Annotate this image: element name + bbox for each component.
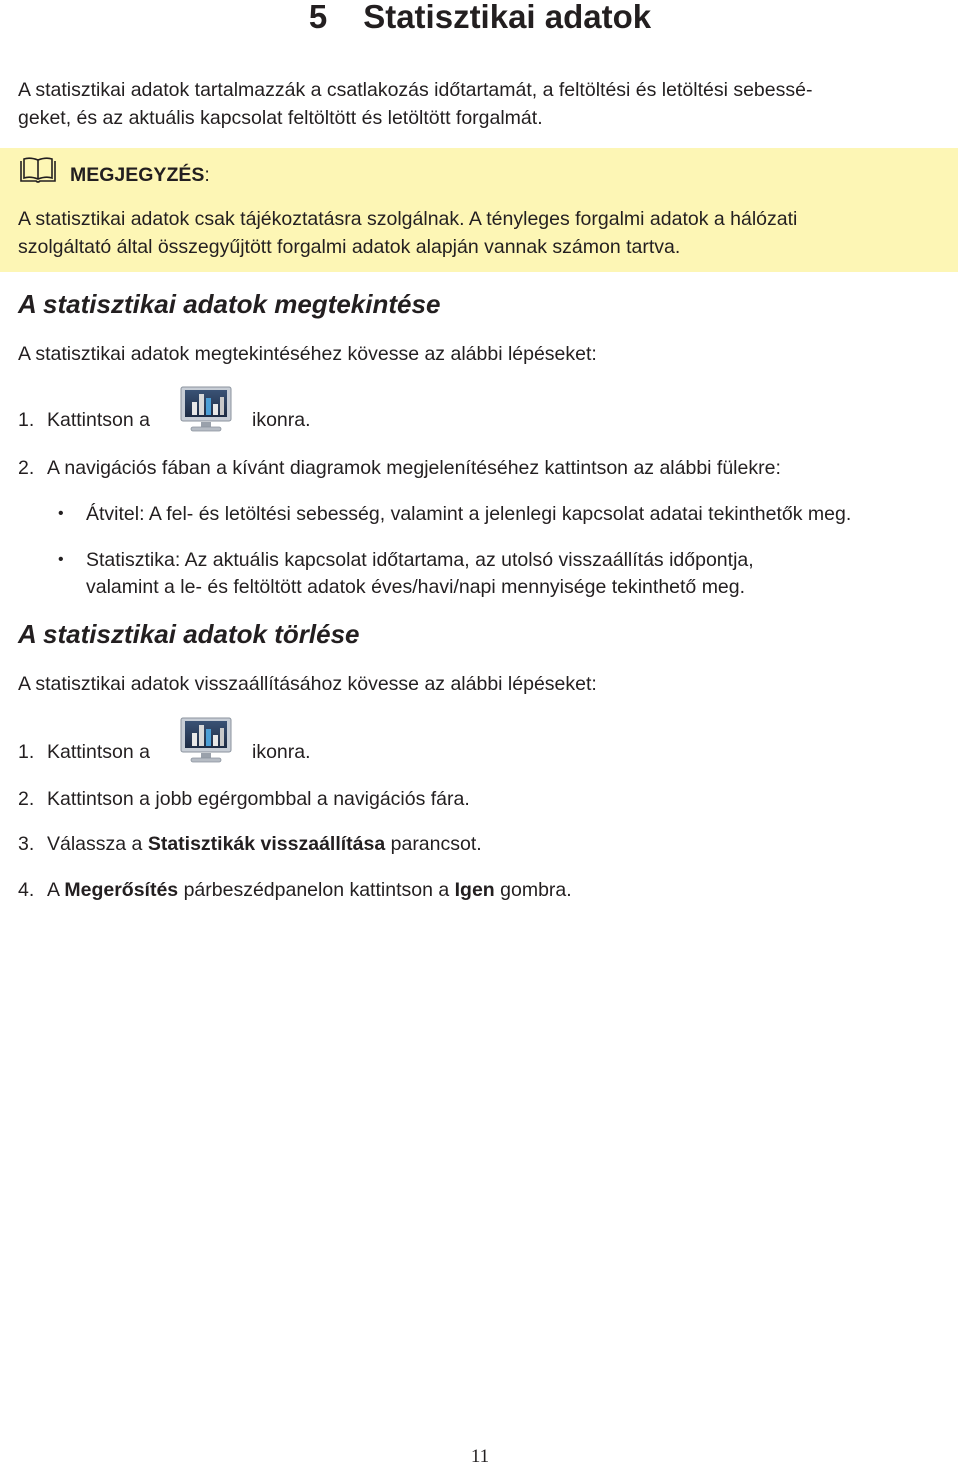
delete-step4-pre: A <box>47 879 59 901</box>
delete-step3-post: parancsot. <box>390 833 482 855</box>
delete-step4-text <box>47 876 572 904</box>
intro-line-1: A statisztikai adatok tartalmazzák a csatlakozás időtartamát, a feltöltési és letöltési sebessé- <box>18 79 813 101</box>
note-title-text: MEGJEGYZÉS <box>70 164 205 186</box>
delete-step1-text: Kattintson a <box>47 741 150 763</box>
chapter-number: 5 <box>308 0 328 35</box>
delete-step3-text <box>47 830 482 858</box>
view-section-heading: A statisztikai adatok megtekintése <box>18 289 441 319</box>
delete-step3-number: 3. <box>18 833 35 855</box>
note-title-colon: : <box>204 164 210 186</box>
delete-section-intro: A statisztikai adatok visszaállításához kövesse az alábbi lépéseket: <box>18 673 597 695</box>
view-section-intro: A statisztikai adatok megtekintéséhez kövesse az alábbi lépéseket: <box>18 343 597 365</box>
delete-step4-post: gombra. <box>500 879 572 901</box>
note-title <box>70 164 210 187</box>
page-number: 11 <box>470 1446 490 1467</box>
view-step1-suffix: ikonra. <box>252 409 311 431</box>
delete-step1-suffix: ikonra. <box>252 741 311 763</box>
delete-step4-mid: párbeszédpanelon kattintson a <box>183 879 450 901</box>
delete-step4-button: Igen <box>454 879 495 901</box>
bullet-transfer: Átvitel: A fel- és letöltési sebesség, valamint a jelenlegi kapcsolat adatai tekinthetők meg. <box>86 503 852 525</box>
chapter-title: Statisztikai adatok <box>363 0 652 35</box>
delete-step2-number: 2. <box>18 788 35 810</box>
note-line-2: szolgáltató által összegyűjtött forgalmi adatok alapján vannak számon tartva. <box>18 236 681 258</box>
view-step2-text: A navigációs fában a kívánt diagramok megjelenítéséhez kattintson az alábbi fülekre: <box>47 457 781 479</box>
book-icon <box>18 157 58 187</box>
intro-line-2: geket, és az aktuális kapcsolat feltöltött és letöltött forgalmát. <box>18 107 543 129</box>
delete-step3-command: Statisztikák visszaállítása <box>147 833 386 855</box>
delete-step4-dialog: Megerősítés <box>64 879 179 901</box>
delete-step1-number: 1. <box>18 741 35 763</box>
bullet-statistics-line-2: valamint a le- és feltöltött adatok éves/havi/napi mennyisége tekinthető meg. <box>86 576 746 598</box>
view-step1-text: Kattintson a <box>47 409 150 431</box>
statistics-monitor-icon <box>178 385 234 435</box>
delete-step3-pre: Válassza a <box>47 833 143 855</box>
delete-section-heading: A statisztikai adatok törlése <box>18 619 360 649</box>
bullet-marker: • <box>58 505 64 522</box>
view-step2-number: 2. <box>18 457 35 479</box>
note-line-1: A statisztikai adatok csak tájékoztatásra szolgálnak. A tényleges forgalmi adatok a hálózati <box>18 208 798 230</box>
delete-step2-text: Kattintson a jobb egérgombbal a navigációs fára. <box>47 788 470 810</box>
statistics-monitor-icon <box>178 716 234 766</box>
bullet-statistics-line-1: Statisztika: Az aktuális kapcsolat időtartama, az utolsó visszaállítás időpontja, <box>86 549 754 571</box>
bullet-marker: • <box>58 551 64 568</box>
delete-step4-number: 4. <box>18 879 35 901</box>
chapter-heading <box>0 0 960 36</box>
view-step1-number: 1. <box>18 409 35 431</box>
